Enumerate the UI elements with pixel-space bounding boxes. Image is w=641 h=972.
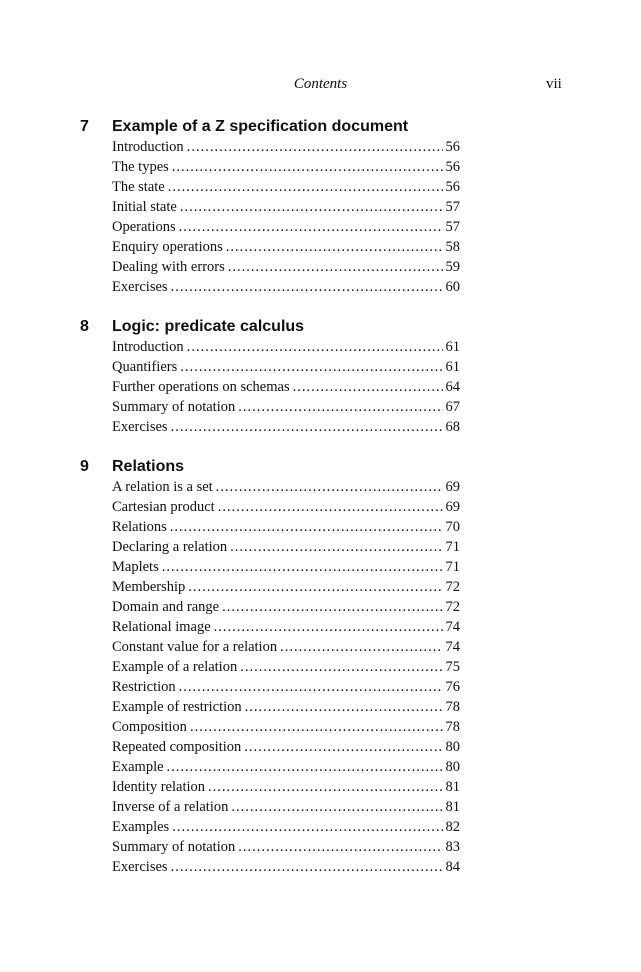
toc-entry-title: Introduction: [112, 139, 184, 155]
toc-entry-page: 83: [445, 839, 460, 855]
toc-entry: [112, 417, 460, 437]
toc-entry: [112, 177, 460, 197]
dot-leader: [280, 637, 443, 657]
toc-entry: [112, 637, 460, 657]
toc-entry: [112, 197, 460, 217]
toc-entry: [112, 677, 460, 697]
toc-entry: [112, 697, 460, 717]
toc-entry-title: The state: [112, 179, 165, 195]
toc-entry-title: The types: [112, 159, 169, 175]
dot-leader: [238, 837, 443, 857]
toc-entry-page: 64: [445, 379, 460, 395]
toc-entry: [112, 597, 460, 617]
toc-entry-page: 56: [445, 139, 460, 155]
toc-entry: [112, 377, 460, 397]
chapter-title: Relations: [112, 458, 185, 475]
toc-entry-page: 81: [445, 779, 460, 795]
toc-entry-page: 57: [445, 219, 460, 235]
toc-entry-title: Exercises: [112, 419, 168, 435]
toc-entry: [112, 657, 460, 677]
toc-entry-page: 70: [445, 519, 460, 535]
toc-entry-page: 80: [445, 739, 460, 755]
toc-entry-page: 59: [445, 259, 460, 275]
toc-entry-page: 56: [445, 159, 460, 175]
dot-leader: [222, 597, 443, 617]
dot-leader: [180, 197, 443, 217]
toc-entry-title: Constant value for a relation: [112, 639, 278, 655]
toc-entry: [112, 397, 460, 417]
toc-entry-title: Initial state: [112, 199, 177, 215]
toc-entry: [112, 237, 460, 257]
section-list: [112, 337, 460, 437]
chapter-section: [80, 317, 460, 437]
dot-leader: [226, 237, 443, 257]
toc-entry: [112, 617, 460, 637]
dot-leader: [170, 517, 443, 537]
chapter-heading: [80, 317, 460, 337]
dot-leader: [162, 557, 443, 577]
toc-entry-title: Repeated composition: [112, 739, 242, 755]
section-list: [112, 477, 460, 877]
chapter-section: [80, 117, 460, 297]
toc-entry-title: Examples: [112, 819, 170, 835]
section-list: [112, 137, 460, 297]
toc-entry: [112, 257, 460, 277]
toc-entry: [112, 717, 460, 737]
dot-leader: [180, 357, 443, 377]
toc-entry: [112, 777, 460, 797]
dot-leader: [188, 577, 443, 597]
toc-entry: [112, 557, 460, 577]
toc-entry-title: Restriction: [112, 679, 176, 695]
toc-entry: [112, 497, 460, 517]
toc-entry: [112, 277, 460, 297]
page-number: vii: [546, 76, 562, 92]
dot-leader: [172, 157, 443, 177]
toc-entry-page: 71: [445, 539, 460, 555]
toc-entry-title: Identity relation: [112, 779, 206, 795]
toc-entry-title: Declaring a relation: [112, 539, 228, 555]
toc-entry: [112, 817, 460, 837]
toc-entry-title: Enquiry operations: [112, 239, 223, 255]
toc-entry-page: 84: [445, 859, 460, 875]
toc-entry-title: Composition: [112, 719, 187, 735]
toc-entry-page: 80: [445, 759, 460, 775]
toc-entry: [112, 577, 460, 597]
toc-entry-page: 82: [445, 819, 460, 835]
dot-leader: [228, 257, 443, 277]
dot-leader: [240, 657, 443, 677]
chapter-heading: [80, 457, 460, 477]
toc-entry-page: 61: [445, 339, 460, 355]
toc-entry-page: 61: [445, 359, 460, 375]
toc-entry-page: 67: [445, 399, 460, 415]
toc-entry-title: Membership: [112, 579, 186, 595]
dot-leader: [172, 817, 443, 837]
toc-entry-page: 71: [445, 559, 460, 575]
toc-entry-title: Relations: [112, 519, 167, 535]
toc-entry-page: 69: [445, 499, 460, 515]
dot-leader: [167, 757, 443, 777]
running-header-title: Contents: [293, 76, 348, 92]
toc-entry-title: Domain and range: [112, 599, 220, 615]
dot-leader: [293, 377, 443, 397]
dot-leader: [208, 777, 443, 797]
toc-entry-title: Inverse of a relation: [112, 799, 229, 815]
chapter-title: Example of a Z specification document: [112, 118, 409, 135]
dot-leader: [187, 137, 443, 157]
toc-entry-page: 78: [445, 699, 460, 715]
toc-entry: [112, 337, 460, 357]
toc-entry: [112, 217, 460, 237]
toc-entry-title: Example of restriction: [112, 699, 242, 715]
toc-entry-title: Example: [112, 759, 164, 775]
toc-entry-title: A relation is a set: [112, 479, 213, 495]
toc-entry-page: 72: [445, 579, 460, 595]
dot-leader: [216, 477, 443, 497]
chapter-title: Logic: predicate calculus: [112, 318, 305, 335]
toc-entry-page: 60: [445, 279, 460, 295]
dot-leader: [168, 177, 443, 197]
toc-entry: [112, 157, 460, 177]
toc-entry-title: Relational image: [112, 619, 211, 635]
dot-leader: [190, 717, 443, 737]
chapter-number: 8: [80, 318, 89, 335]
toc-entry-title: Summary of notation: [112, 839, 236, 855]
toc-entry-title: Exercises: [112, 279, 168, 295]
toc-entry-page: 76: [445, 679, 460, 695]
toc-entry-page: 68: [445, 419, 460, 435]
toc-entry-page: 69: [445, 479, 460, 495]
dot-leader: [171, 417, 443, 437]
toc-entry-page: 75: [445, 659, 460, 675]
chapter-number: 9: [80, 458, 89, 475]
dot-leader: [244, 737, 443, 757]
toc-entry-page: 56: [445, 179, 460, 195]
dot-leader: [231, 797, 443, 817]
dot-leader: [187, 337, 443, 357]
toc-entry: [112, 737, 460, 757]
table-of-contents: [80, 117, 460, 897]
dot-leader: [171, 857, 443, 877]
dot-leader: [230, 537, 443, 557]
toc-entry-title: Example of a relation: [112, 659, 238, 675]
chapter-heading: [80, 117, 460, 137]
toc-entry: [112, 137, 460, 157]
toc-entry: [112, 797, 460, 817]
toc-entry-page: 81: [445, 799, 460, 815]
dot-leader: [218, 497, 443, 517]
toc-entry-title: Introduction: [112, 339, 184, 355]
toc-entry: [112, 537, 460, 557]
toc-entry-page: 72: [445, 599, 460, 615]
chapter-number: 7: [80, 118, 89, 135]
toc-entry-title: Further operations on schemas: [112, 379, 290, 395]
dot-leader: [171, 277, 443, 297]
toc-entry-page: 74: [445, 619, 460, 635]
toc-entry-page: 74: [445, 639, 460, 655]
dot-leader: [214, 617, 443, 637]
toc-entry-title: Maplets: [112, 559, 159, 575]
toc-entry: [112, 837, 460, 857]
dot-leader: [179, 677, 443, 697]
toc-entry-page: 78: [445, 719, 460, 735]
toc-entry-page: 58: [445, 239, 460, 255]
toc-entry: [112, 857, 460, 877]
chapter-section: [80, 457, 460, 877]
dot-leader: [238, 397, 443, 417]
toc-entry: [112, 477, 460, 497]
toc-entry: [112, 517, 460, 537]
toc-entry-title: Dealing with errors: [112, 259, 225, 275]
dot-leader: [179, 217, 443, 237]
toc-entry: [112, 357, 460, 377]
toc-entry-title: Summary of notation: [112, 399, 236, 415]
toc-entry-title: Cartesian product: [112, 499, 215, 515]
toc-entry-title: Operations: [112, 219, 176, 235]
toc-entry: [112, 757, 460, 777]
toc-entry-title: Quantifiers: [112, 359, 178, 375]
toc-entry-title: Exercises: [112, 859, 168, 875]
dot-leader: [245, 697, 443, 717]
toc-entry-page: 57: [445, 199, 460, 215]
